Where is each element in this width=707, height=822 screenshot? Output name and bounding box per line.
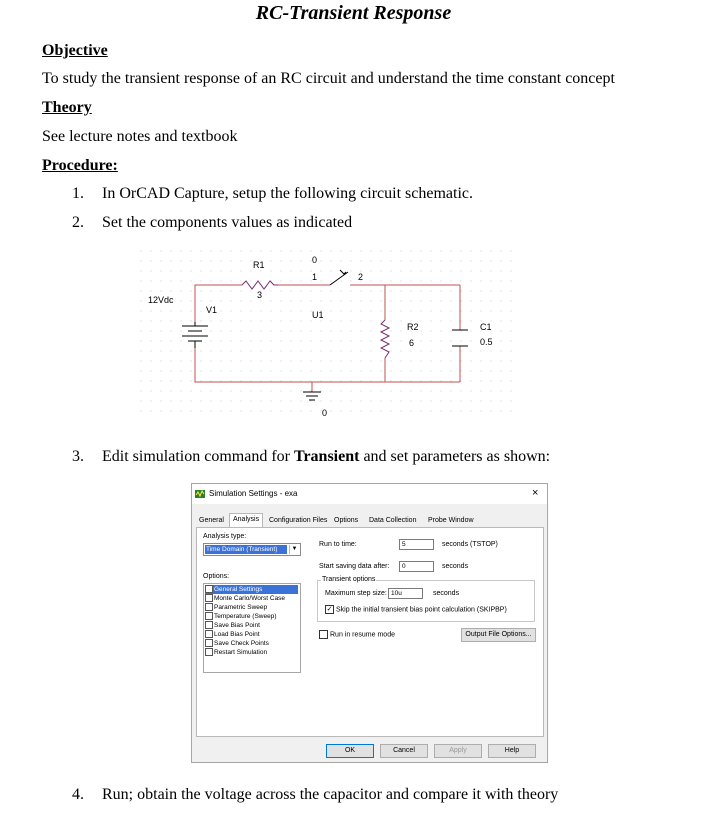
dialog-titlebar[interactable] xyxy=(192,484,547,504)
close-icon[interactable]: × xyxy=(532,487,539,499)
option-label: Parametric Sweep xyxy=(214,604,268,611)
chevron-down-icon[interactable]: ▼ xyxy=(289,545,299,554)
procedure-step-3 xyxy=(72,448,550,466)
source-name-label: V1 xyxy=(206,305,218,315)
step-number: 1. xyxy=(72,185,84,202)
switch-top-label: 0 xyxy=(312,255,318,265)
switch-name-label: U1 xyxy=(312,310,324,320)
ok-button[interactable]: OK xyxy=(326,744,374,758)
option-temperature-sweep[interactable] xyxy=(205,612,277,621)
skip-bias-option[interactable] xyxy=(325,605,507,614)
document-title: RC-Transient Response xyxy=(255,2,452,24)
options-label: Options: xyxy=(203,573,230,580)
simulation-settings-dialog xyxy=(191,483,548,763)
checkbox[interactable] xyxy=(205,603,213,611)
cancel-button[interactable]: Cancel xyxy=(380,744,428,758)
skip-bias-label: Skip the initial transient bias point calculation (SKIPBP) xyxy=(336,606,507,614)
checkbox[interactable] xyxy=(205,621,213,629)
max-step-input[interactable]: 10u xyxy=(388,588,423,599)
step-text: Set the components values as indicated xyxy=(102,214,353,231)
step-number: 3. xyxy=(72,448,84,465)
run-resume-checkbox[interactable] xyxy=(319,630,328,639)
output-file-options-button[interactable]: Output File Options... xyxy=(461,628,536,642)
step-text: In OrCAD Capture, setup the following circuit schematic. xyxy=(102,185,474,202)
source-value-label: 12Vdc xyxy=(148,295,174,305)
checkbox[interactable] xyxy=(205,594,213,602)
procedure-heading: Procedure: xyxy=(42,157,118,174)
procedure-step-2 xyxy=(72,214,352,232)
r2-name-label: R2 xyxy=(407,322,419,332)
option-load-bias-point[interactable] xyxy=(205,630,260,639)
tab-general[interactable]: General xyxy=(199,517,224,524)
run-to-time-unit: seconds (TSTOP) xyxy=(442,541,498,548)
apply-button[interactable]: Apply xyxy=(434,744,482,758)
help-button[interactable]: Help xyxy=(488,744,536,758)
run-resume-label: Run in resume mode xyxy=(330,631,395,639)
checkbox[interactable] xyxy=(205,612,213,620)
option-label: Load Bias Point xyxy=(214,631,260,638)
checkbox[interactable] xyxy=(205,648,213,656)
tab-configuration-files[interactable]: Configuration Files xyxy=(269,517,328,524)
option-general-settings[interactable] xyxy=(205,585,298,594)
transient-options-group xyxy=(317,580,535,622)
tab-data-collection[interactable]: Data Collection xyxy=(369,517,417,524)
option-monte-carlo[interactable] xyxy=(205,594,285,603)
max-step-unit: seconds xyxy=(433,590,460,597)
theory-text: See lecture notes and textbook xyxy=(42,128,238,145)
r1-node-label: 3 xyxy=(257,290,263,300)
switch-pin2-label: 2 xyxy=(358,272,364,282)
objective-heading: Objective xyxy=(42,42,108,59)
analysis-type-select[interactable] xyxy=(203,543,301,556)
run-resume-option[interactable] xyxy=(319,630,395,639)
procedure-step-1 xyxy=(72,185,473,203)
analysis-type-value: Time Domain (Transient) xyxy=(205,545,287,554)
option-label: Save Check Points xyxy=(214,640,269,647)
switch-pin1-label: 1 xyxy=(312,272,318,282)
option-save-bias-point[interactable] xyxy=(205,621,260,630)
tab-options[interactable]: Options xyxy=(334,517,359,524)
checkbox[interactable] xyxy=(205,639,213,647)
c1-value-label: 0.5 xyxy=(480,337,493,347)
option-restart-simulation[interactable] xyxy=(205,648,267,657)
step-text: and set parameters as shown: xyxy=(359,448,551,465)
objective-text: To study the transient response of an RC circuit and understand the time constant concept xyxy=(42,70,615,87)
option-parametric-sweep[interactable] xyxy=(205,603,267,612)
step-number: 2. xyxy=(72,214,84,231)
rc-circuit-schematic xyxy=(140,250,515,420)
step-text-bold: Transient xyxy=(293,448,360,465)
option-label: General Settings xyxy=(214,586,263,593)
dialog-title: Simulation Settings - exa xyxy=(209,489,298,498)
r1-name-label: R1 xyxy=(253,260,265,270)
tab-analysis[interactable]: Analysis xyxy=(229,513,263,528)
theory-heading: Theory xyxy=(42,99,92,116)
r2-value-label: 6 xyxy=(409,338,415,348)
checkbox[interactable] xyxy=(205,630,213,638)
option-label: Restart Simulation xyxy=(214,649,268,656)
start-saving-label: Start saving data after: xyxy=(319,563,390,570)
run-to-time-label: Run to time: xyxy=(319,541,357,548)
skip-bias-checkbox[interactable]: ✓ xyxy=(326,606,333,613)
app-icon xyxy=(195,489,205,499)
option-label: Temperature (Sweep) xyxy=(214,613,277,620)
ground-label: 0 xyxy=(322,408,328,418)
schematic-grid xyxy=(140,250,515,420)
checkbox[interactable]: ✓ xyxy=(206,586,212,593)
start-saving-unit: seconds xyxy=(442,563,469,570)
step-text: Run; obtain the voltage across the capacitor and compare it with theory xyxy=(102,786,559,803)
option-label: Save Bias Point xyxy=(214,622,260,629)
transient-options-label: Transient options xyxy=(322,576,376,583)
max-step-label: Maximum step size: xyxy=(325,590,387,597)
start-saving-input[interactable]: 0 xyxy=(399,561,434,572)
c1-name-label: C1 xyxy=(480,322,492,332)
analysis-tab-panel xyxy=(196,527,544,737)
analysis-type-label: Analysis type: xyxy=(203,533,247,540)
options-list[interactable] xyxy=(203,583,301,673)
run-to-time-input[interactable]: 5 xyxy=(399,539,434,550)
tab-probe-window[interactable]: Probe Window xyxy=(428,517,474,524)
procedure-step-4 xyxy=(72,786,558,804)
option-label: Monte Carlo/Worst Case xyxy=(214,595,286,602)
step-text: Edit simulation command for xyxy=(102,448,294,465)
step-number: 4. xyxy=(72,786,84,803)
option-save-check-points[interactable] xyxy=(205,639,269,648)
